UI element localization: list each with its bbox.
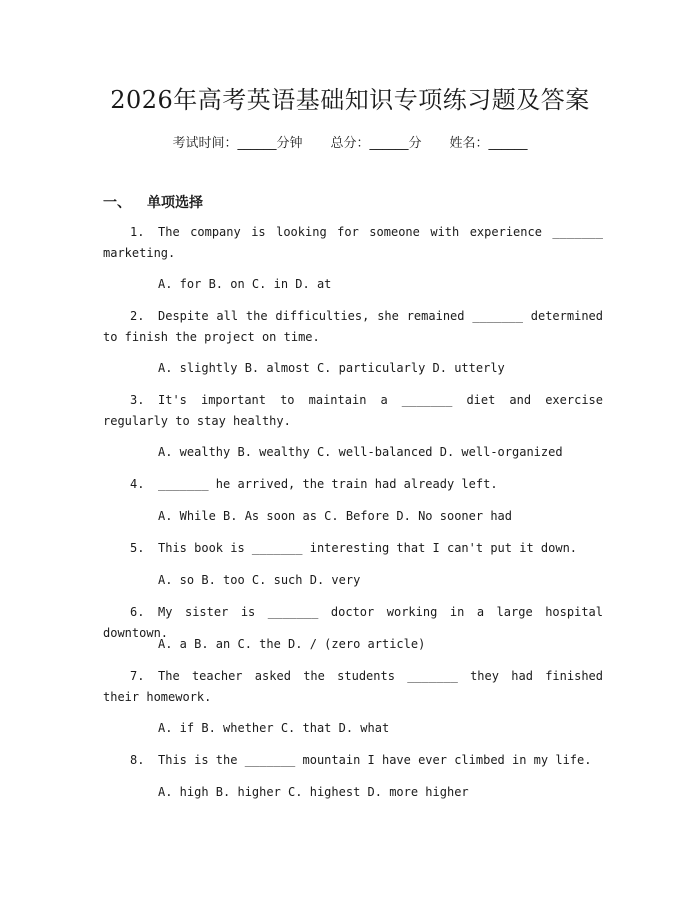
question-number: 1. (130, 225, 145, 239)
question-1-options: A. for B. on C. in D. at (158, 277, 332, 291)
question-3 (103, 390, 603, 432)
question-8-options: A. high B. higher C. highest D. more higher (158, 785, 469, 799)
student-name-field: 姓名：______ (449, 136, 528, 151)
page-title: 2026年高考英语基础知识专项练习题及答案 (110, 86, 590, 114)
section-heading (103, 192, 203, 212)
question-number: 2. (130, 309, 145, 323)
question-text: It's important to maintain a _______ diet and exercise regularly to stay healthy. (103, 393, 603, 428)
question-number: 7. (130, 669, 145, 683)
question-text: My sister is _______ doctor working in a large hospital downtown. (103, 605, 603, 640)
section-title: 单项选择 (147, 195, 203, 211)
total-score-field: 总分：______分 (330, 136, 422, 151)
question-text: This book is _______ interesting that I can't put it down. (158, 541, 578, 555)
question-text: The company is looking for someone with experience _______ marketing. (103, 225, 603, 260)
question-1 (103, 222, 603, 264)
question-4-options: A. While B. As soon as C. Before D. No sooner had (158, 509, 513, 523)
question-2 (103, 306, 603, 348)
section-number: 一、 (103, 195, 131, 211)
question-5-options: A. so B. too C. such D. very (158, 573, 361, 587)
question-7 (103, 666, 603, 708)
exam-time-field: 考试时间：______分钟 (172, 136, 303, 151)
question-7-options: A. if B. whether C. that D. what (158, 721, 390, 735)
question-text: The teacher asked the students _______ they had finished their homework. (103, 669, 603, 704)
question-text: _______ he arrived, the train had already left. (158, 477, 498, 491)
question-number: 4. (130, 477, 145, 491)
question-number: 8. (130, 753, 145, 767)
question-4 (103, 474, 603, 495)
question-2-options: A. slightly B. almost C. particularly D. utterly (158, 361, 505, 375)
question-text: This is the _______ mountain I have ever climbed in my life. (158, 753, 592, 767)
question-number: 3. (130, 393, 145, 407)
question-3-options: A. wealthy B. wealthy C. well-balanced D. well-organized (158, 445, 563, 459)
exam-info-line (0, 132, 700, 151)
question-text: Despite all the difficulties, she remained _______ determined to finish the project on time. (103, 309, 603, 344)
question-5 (103, 538, 603, 559)
question-8 (103, 750, 603, 771)
question-number: 5. (130, 541, 145, 555)
question-number: 6. (130, 605, 145, 619)
question-6-options: A. a B. an C. the D. / (zero article) (158, 637, 426, 651)
